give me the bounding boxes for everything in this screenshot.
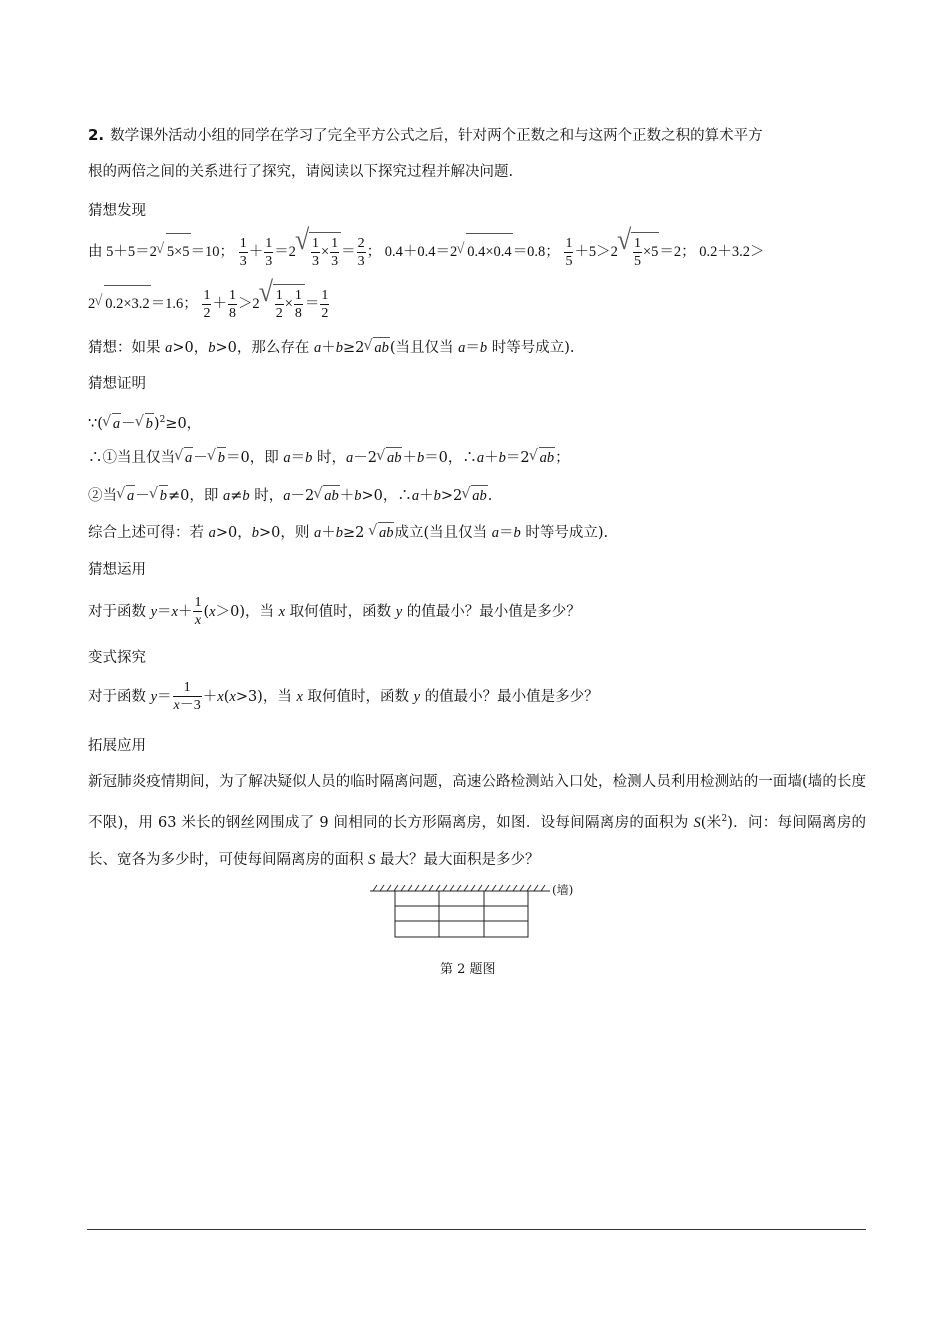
problem-intro-line-1 (88, 125, 866, 146)
sqrt-symbol: √ $\frac{1}{5}$ ×5 (618, 232, 659, 270)
proof-line-2: ∴①当且仅当 √ a－ √ b＝0，即 a＝b 时，a－2 √ ab＋b＝0，∴a＋b＝2 √ ab； (88, 447, 570, 468)
section-title-discovery: 猜想发现 (88, 203, 146, 219)
sqrt-symbol: √ 0.4×0.4 (457, 233, 512, 270)
problem-intro-text: 数学课外活动小组的同学在学习了完全平方公式之后，针对两个正数之和与这两个正数之积的算术平方 (110, 128, 763, 144)
section-title-application: 猜想运用 (88, 562, 146, 578)
footer-rule (87, 1229, 866, 1230)
wall-hatching (373, 885, 545, 891)
isolation-rooms-diagram (360, 876, 600, 946)
proof-line-1: ∵( √ a－ √ b)$^2$≥0， (88, 410, 201, 434)
discovery-examples-line-2: 2 √ 0.2×3.2＝1.6； $\frac{1}{2}$ ＋ $\frac{1}{8}$ ＞2 √ $\frac{1}{2}$ × $\frac{1}{8}$ ＝ $\frac{1}{2}$ (88, 284, 330, 320)
sqrt-symbol: √ $\frac{1}{2}$ × $\frac{1}{8}$ (260, 284, 305, 322)
sqrt-symbol: √ $\frac{1}{3}$ × $\frac{1}{3}$ (296, 232, 341, 270)
proof-line-4: 综合上述可得：若 a>0，b>0，则 a＋b≥2 √ ab成立(当且仅当 a＝b 时等号成立). (88, 522, 608, 543)
figure-caption: 第 2 题图 (440, 962, 496, 977)
section-title-proof: 猜想证明 (88, 376, 146, 392)
discovery-examples-line-1: 由 5＋5＝2 √ 5×5＝10； $\frac{1}{3}$ ＋ $\frac{1}{3}$ ＝2 √ $\frac{1}{3}$ × $\frac{1}{3}$ ＝ $\frac{2}{3}$ ； 0.4＋0.4＝2 √ 0.4×0.4＝0.8； $\frac{1}{5}$ ＋5＞2 √ $\frac{1}{5}$ ×5＝2； 0.2＋3.2＞ (88, 232, 765, 268)
problem-number: 2. (88, 126, 105, 144)
conjecture-end: 时等号成立). (491, 340, 575, 356)
conjecture-statement: 猜想：如果 a>0，b>0，那么存在 a＋b≥2 √ ab(当且仅当 a＝b 时等号成立). (88, 337, 575, 358)
comma: ， (193, 340, 209, 356)
proof-line-3: ②当 √ a－ √ b≠0，即 a≠b 时，a－2 √ ab＋b>0，∴a＋b>2 √ ab. (88, 485, 492, 506)
sqrt-symbol: √ 5×5 (157, 233, 191, 270)
application-question: 对于函数 y＝x＋ $\frac{1}{x}$ (x＞0)，当 x 取何值时，函数 y 的值最小？最小值是多少？ (88, 595, 581, 628)
conjecture-mid: ，那么存在 (236, 340, 310, 356)
conjecture-condition: (当且仅当 (389, 340, 454, 356)
section-title-extension: 拓展应用 (88, 738, 146, 754)
extension-text: 新冠肺炎疫情期间，为了解决疑似人员的临时隔离问题，高速公路检测站入口处，检测人员利用检测站的一面墙(墙的长度不限)，用 63 米长的钢丝网围成了 9 间相同的长方形隔离房，如图．设每间隔离房的面积为 S(米$^2$)．问：每间隔离房的长、宽各为多少时，可使每间隔离房的面积 S 最大？最大面积是多少？ (88, 774, 866, 868)
sqrt-symbol: √ ab (364, 337, 390, 358)
sqrt-symbol: √ 0.2×3.2 (95, 285, 150, 322)
rooms-outline (395, 891, 528, 937)
problem-intro-line-2: 根的两倍之间的关系进行了探究，请阅读以下探究过程并解决问题. (88, 164, 514, 180)
prefix-you: 由 (88, 244, 103, 260)
conjecture-label: 猜想：如果 (88, 340, 161, 356)
variant-question: 对于函数 y＝ $\frac{1}{x-3}$ ＋x(x>3)，当 x 取何值时，函数 y 的值最小？最小值是多少？ (88, 680, 599, 713)
section-title-variant: 变式探究 (88, 650, 146, 666)
wall-label: (墙) (552, 883, 574, 897)
